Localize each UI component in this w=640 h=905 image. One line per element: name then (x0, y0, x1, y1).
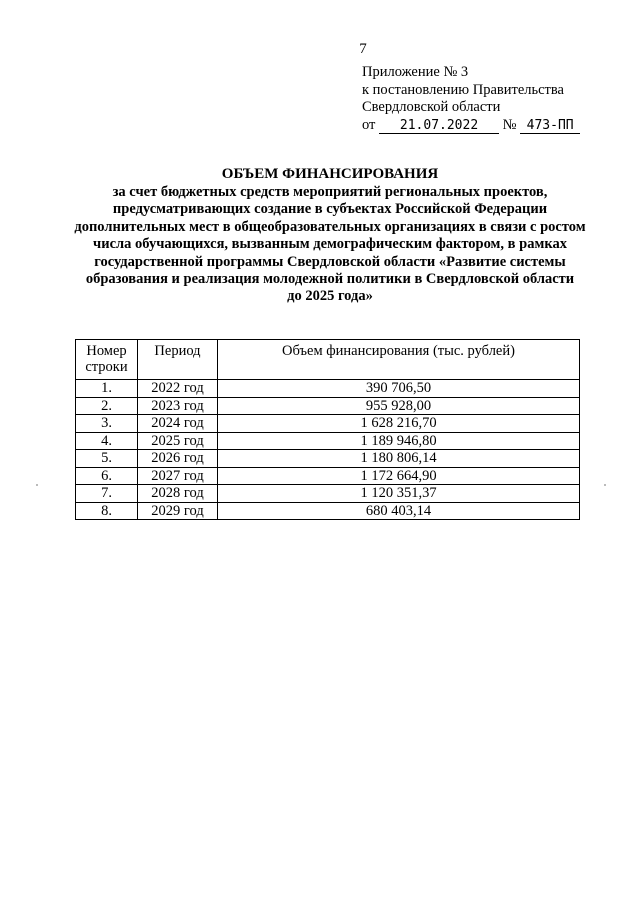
row-number: 3. (76, 415, 138, 433)
row-number: 5. (76, 450, 138, 468)
table-row (76, 485, 580, 503)
row-amount: 1 120 351,37 (218, 485, 580, 503)
row-period: 2023 год (138, 397, 218, 415)
subtitle-line-4: числа обучающихся, вызванным демографическим фактором, в рамках (93, 236, 567, 253)
row-amount: 1 189 946,80 (218, 432, 580, 450)
scan-speck (604, 484, 606, 486)
header-row-number-line1: Номер (86, 343, 127, 359)
table-row (76, 415, 580, 433)
header-row-number (76, 340, 138, 380)
table-header-row (76, 340, 580, 380)
subtitle-line-3: дополнительных мест в общеобразовательных организациях в связи с ростом (74, 218, 586, 235)
row-period: 2026 год (138, 450, 218, 468)
document-title: ОБЪЕМ ФИНАНСИРОВАНИЯ (221, 166, 439, 182)
row-amount: 955 928,00 (218, 397, 580, 415)
row-period: 2024 год (138, 415, 218, 433)
annex-title: Приложение № 3 (362, 64, 469, 80)
row-period: 2022 год (138, 380, 218, 398)
financing-table (75, 339, 580, 520)
annex-date-number-line (362, 117, 580, 135)
annex-region: Свердловской области (362, 99, 501, 116)
table-row (76, 397, 580, 415)
row-period: 2025 год (138, 432, 218, 450)
row-period: 2027 год (138, 467, 218, 485)
header-volume: Объем финансирования (тыс. рублей) (218, 340, 580, 380)
row-amount: 680 403,14 (218, 502, 580, 520)
subtitle-line-7: до 2025 года» (287, 288, 373, 305)
header-row-number-line2: строки (85, 359, 128, 375)
subtitle-line-2: предусматривающих создание в субъектах Российской Федерации (112, 201, 548, 218)
resolution-date: 21.07.2022 (379, 119, 499, 134)
table-row (76, 380, 580, 398)
subtitle-line-6: образования и реализация молодежной политики в Свердловской области (85, 271, 575, 288)
annex-resolution: к постановлению Правительства (362, 81, 564, 98)
row-number: 1. (76, 380, 138, 398)
table-row (76, 450, 580, 468)
row-amount: 1 172 664,90 (218, 467, 580, 485)
table-row (76, 502, 580, 520)
row-amount: 1 628 216,70 (218, 415, 580, 433)
resolution-number: 473-ПП (520, 119, 580, 134)
row-number: 2. (76, 397, 138, 415)
from-label: от (362, 116, 376, 133)
row-number: 8. (76, 502, 138, 520)
row-number: 7. (76, 485, 138, 503)
table-row (76, 467, 580, 485)
subtitle-line-1: за счет бюджетных средств мероприятий региональных проектов, (112, 184, 548, 200)
header-period: Период (138, 340, 218, 380)
row-period: 2028 год (138, 485, 218, 503)
row-number: 4. (76, 432, 138, 450)
row-number: 6. (76, 467, 138, 485)
scan-speck (36, 484, 38, 486)
number-label: № (502, 116, 517, 133)
annex-block (362, 64, 580, 134)
row-period: 2029 год (138, 502, 218, 520)
page-number: 7 (359, 41, 367, 57)
row-amount: 390 706,50 (218, 380, 580, 398)
document-title-block (60, 165, 600, 306)
subtitle-line-5: государственной программы Свердловской области «Развитие системы (94, 253, 566, 270)
row-amount: 1 180 806,14 (218, 450, 580, 468)
table-row (76, 432, 580, 450)
